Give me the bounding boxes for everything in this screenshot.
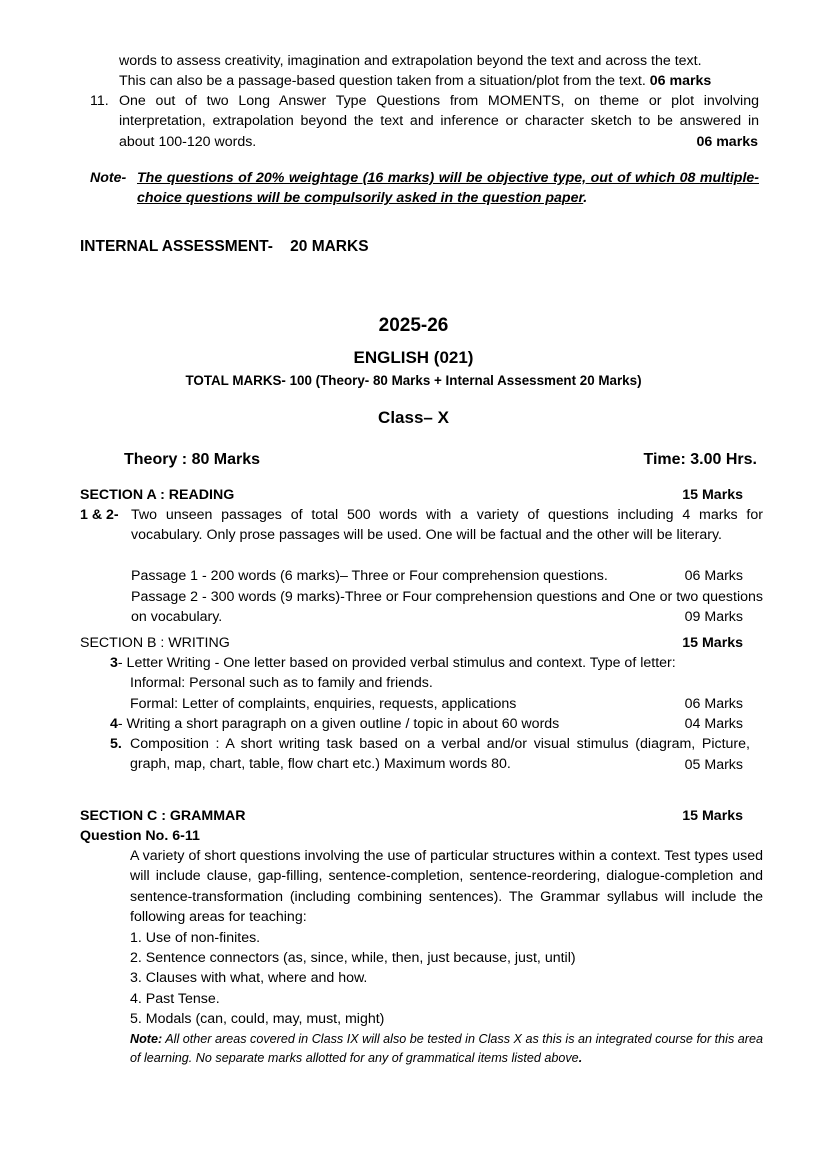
section-b-title: SECTION B : WRITING [80, 635, 230, 651]
note-period: . [583, 190, 588, 207]
passage1-marks: 06 Marks [684, 568, 743, 584]
grammar-intro [130, 846, 763, 928]
section-c-marks: 15 Marks [682, 808, 743, 824]
grammar-intro-body: A variety of short questions involving the use of particular structures within a context. Test types used will include clause, gap-filling, sentence-completion, sentence-reordering, dialogue-completion and sentence-transformation (including combining sentences). The Grammar syllabus will include the following areas for teaching: [130, 848, 763, 926]
section-a-item-body: Two unseen passages of total 500 words with a variety of questions including 4 marks for vocabulary. Only prose passages will be used. One will be factual and the other will be literary. [131, 507, 763, 544]
item11-text [119, 91, 759, 153]
grammar-note-period: . [578, 1051, 583, 1065]
note-label: Note- [90, 170, 127, 186]
item3-formal: Formal: Letter of complaints, enquiries, requests, applications [130, 696, 517, 712]
internal-assessment [80, 237, 369, 257]
section-a-item-text [131, 505, 763, 567]
class-title: Class– X [378, 408, 449, 427]
passage1-text: Passage 1 - 200 words (6 marks)– Three or Four comprehension questions. [131, 568, 608, 584]
item5-text [130, 734, 750, 775]
theory-marks: Theory : 80 Marks [124, 451, 261, 468]
para10-line2-text: This can also be a passage-based question taken from a situation/plot from the text. [119, 73, 646, 89]
grammar-note-text: All other areas covered in Class IX will also be tested in Class X as this is an integrated course for this area of learning. No separate marks allotted for any of grammatical items listed above [130, 1032, 763, 1065]
item3-number: 3 [110, 655, 118, 671]
item5-number: 5. [110, 736, 122, 752]
item11-number: 11. [90, 93, 109, 109]
item4-marks: 04 Marks [684, 716, 743, 732]
para10-marks: 06 marks [649, 73, 712, 89]
grammar-list-item: 1. Use of non-finites. [130, 930, 261, 946]
section-a-title: SECTION A : READING [80, 487, 235, 503]
item3-line [110, 653, 676, 673]
subject-title: ENGLISH (021) [353, 348, 474, 367]
section-c-title: SECTION C : GRAMMAR [80, 808, 246, 824]
item5-marks: 05 Marks [684, 757, 743, 773]
item4-text: - Writing a short paragraph on a given outline / topic in about 60 words [117, 716, 560, 732]
item5-body: Composition : A short writing task based on a verbal and/or visual stimulus (diagram, Picture, graph, map, chart, table, flow chart etc.) Maximum words 80. [130, 736, 750, 773]
year-title: 2025-26 [378, 315, 449, 336]
grammar-note-label: Note: [130, 1032, 163, 1046]
grammar-list-item: 2. Sentence connectors (as, since, while, then, just because, just, until) [130, 950, 576, 966]
note-text [137, 168, 759, 210]
para10-line1: words to assess creativity, imagination and extrapolation beyond the text and across the text. [119, 53, 702, 69]
passage2-text [131, 587, 763, 628]
item11-text-body: One out of two Long Answer Type Questions from MOMENTS, on theme or plot involving interpretation, extrapolation beyond the text and inference or character sketch to be answered in about 100-120 words. [119, 93, 759, 150]
internal-marks: 20 MARKS [290, 238, 369, 255]
item11-marks: 06 marks [696, 134, 758, 150]
passage2-marks: 09 Marks [684, 609, 743, 625]
para10-line2 [119, 71, 711, 91]
item3-informal: Informal: Personal such as to family and friends. [130, 675, 433, 691]
item3-text: - Letter Writing - One letter based on provided verbal stimulus and context. Type of letter: [117, 655, 676, 671]
question-number-range: Question No. 6-11 [80, 828, 200, 844]
total-marks-line: TOTAL MARKS- 100 (Theory- 80 Marks + Internal Assessment 20 Marks) [185, 373, 642, 388]
passage2-body: Passage 2 - 300 words (9 marks)-Three or Four comprehension questions and One or two questions on vocabulary. [131, 589, 763, 626]
section-a-marks: 15 Marks [682, 487, 743, 503]
item3-marks: 06 Marks [684, 696, 743, 712]
note-underlined: The questions of 20% weightage (16 marks) will be objective type, out of which 08 multiple-choice questions will be compulsorily asked in the question paper [137, 170, 759, 207]
grammar-list-item: 3. Clauses with what, where and how. [130, 970, 368, 986]
item4-number: 4 [110, 716, 118, 732]
section-a-item-number: 1 & 2- [80, 507, 119, 523]
grammar-list-item: 5. Modals (can, could, may, must, might) [130, 1011, 385, 1027]
time-duration: Time: 3.00 Hrs. [643, 451, 757, 468]
grammar-list-item: 4. Past Tense. [130, 991, 220, 1007]
section-b-marks: 15 Marks [682, 635, 743, 651]
internal-label: INTERNAL ASSESSMENT- [80, 238, 273, 255]
grammar-note [130, 1030, 763, 1068]
item4-line [110, 714, 559, 734]
